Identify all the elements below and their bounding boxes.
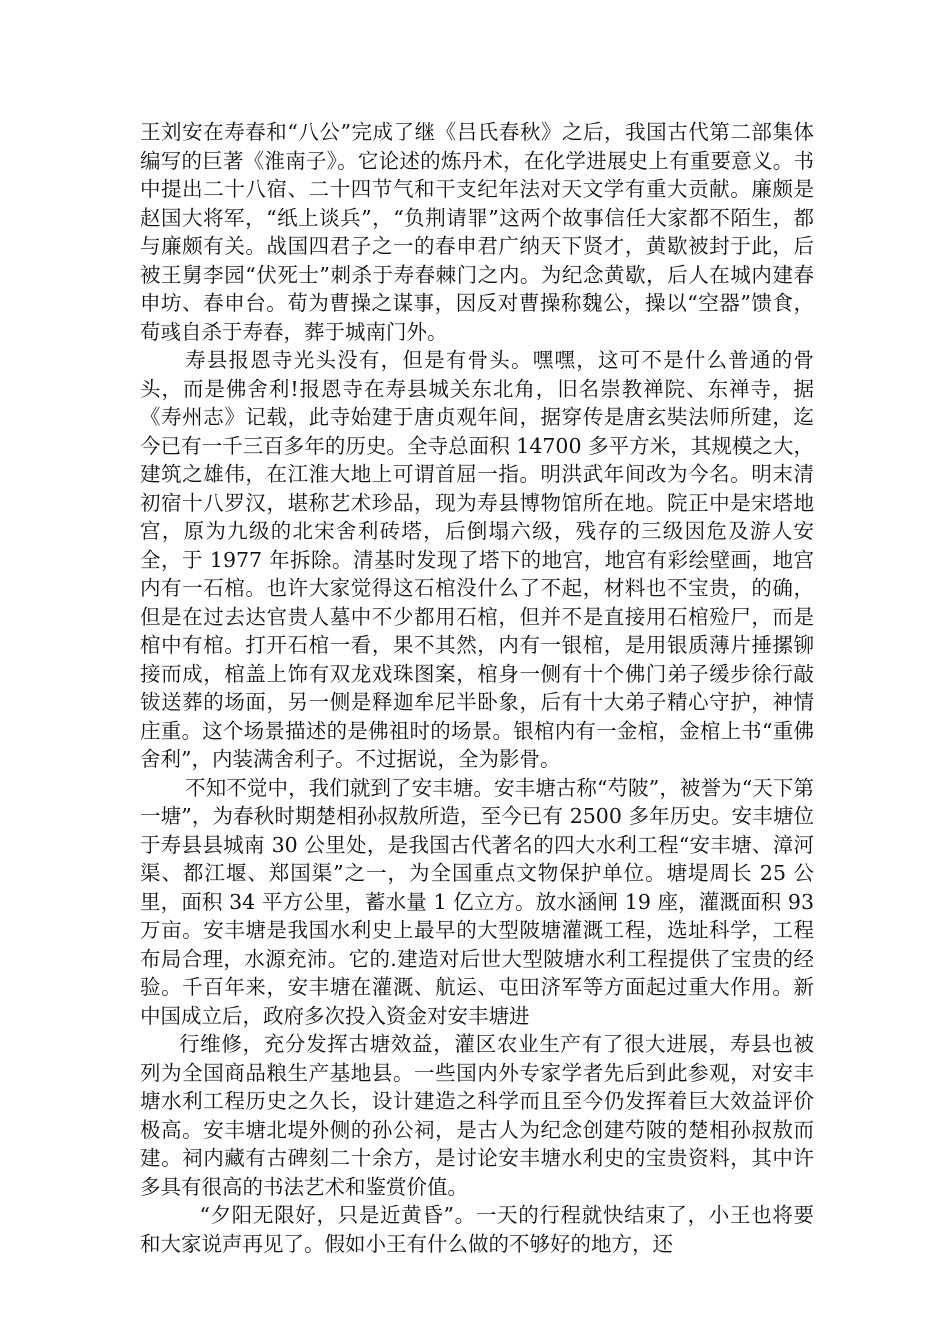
paragraph-baoen-temple: 寿县报恩寺光头没有，但是有骨头。嘿嘿，这可不是什么普通的骨头，而是佛舍利!报恩寺在寿县城关东北角，旧名崇教禅院、东禅寺，据《寿州志》记载，此寺始建于唐贞观年间，据穿传是唐玄奘法师所建，迄今已有一千三百多年的历史。全寺总面积 14700 多平方米，其规模之大，建筑之雄伟，在江淮大地上可谓首屈一指。明洪武年间改为今名。明末清初宿十八罗汉，堪称艺术珍品，现为寿县博物馆所在地。院正中是宋塔地宫，原为九级的北宋舍利砖塔，后倒塌六级，残存的三级因危及游人安全，于 1977 年拆除。清基时发现了塔下的地宫，地宫有彩绘壁画，地宫内有一石棺。也许大家觉得这石棺没什么了不起，材料也不宝贵，的确，但是在过去达官贵人墓中不少都用石棺，但并不是直接用石棺殓尸，而是棺中有棺。打开石棺一看，果不其然，内有一银棺，是用银质薄片捶摞铆接而成，棺盖上饰有双龙戏珠图案，棺身一侧有十个佛门弟子缓步徐行敲钹送葬的场面，另一侧是释迦牟尼半卧象，后有十大弟子精心守护，神情庄重。这个场景描述的是佛祖时的场景。银棺内有一金棺，金棺上书“重佛舍利”，内装满舍利子。不过据说，全为影骨。 [140,348,814,771]
document-body [140,118,814,1258]
paragraph-farewell: “夕阳无限好，只是近黄昏”。一天的行程就快结束了，小王也将要和大家说声再见了。假如小王有什么做的不够好的地方，还 [140,1203,814,1256]
paragraph-anfeng-pond: 不知不觉中，我们就到了安丰塘。安丰塘古称“芍陂”，被誉为“天下第一塘”，为春秋时期楚相孙叔敖所造，至今已有 2500 多年历史。安丰塘位于寿县县城南 30 公里处，是我国古代著名的四大水利工程“安丰塘、漳河渠、都江堰、郑国渠”之一，为全国重点文物保护单位。塘堤周长 25 公里，面积 34 平方公里，蓄水量 1 亿立方。放水涵闸 19 座，灌溉面积 93 万亩。安丰塘是我国水利史上最早的大型陂塘灌溉工程，选址科学，工程布局合理，水源充沛。它的.建造对后世大型陂塘水利工程提供了宝贵的经验。千百年来，安丰塘在灌溉、航运、屯田济军等方面起过重大作用。新中国成立后，政府多次投入资金对安丰塘进 [140,775,814,1028]
paragraph-history: 王刘安在寿春和“八公”完成了继《吕氏春秋》之后，我国古代第二部集体编写的巨著《淮南子》。它论述的炼丹术，在化学进展史上有重要意义。书中提出二十八宿、二十四节气和干支纪年法对天文学有重大贡献。廉颇是赵国大将军，“纸上谈兵”，“负荆请罪”这两个故事信任大家都不陌生，都与廉颇有关。战国四君子之一的春申君广纳天下贤才，黄歇被封于此，后被王舅李园“伏死士”刺杀于寿春棘门之内。为纪念黄歇，后人在城内建春申坊、春申台。荀为曹操之谋事，因反对曹操称魏公，操以“空器”馈食，荀彧自杀于寿春，葬于城南门外。 [140,120,814,344]
paragraph-anfeng-maintenance: 行维修，充分发挥古塘效益，灌区农业生产有了很大进展，寿县也被列为全国商品粮生产基地县。一些国内外专家学者先后到此参观，对安丰塘水利工程历史之久长，设计建造之科学而且至今仍发挥着巨大效益评价极高。安丰塘北堤外侧的孙公祠，是古人为纪念创建芍陂的楚相孙叔敖而建。祠内藏有古碑刻二十余方，是讨论安丰塘水利史的宝贵资料，其中许多具有很高的书法艺术和鉴赏价值。 [140,1032,814,1199]
